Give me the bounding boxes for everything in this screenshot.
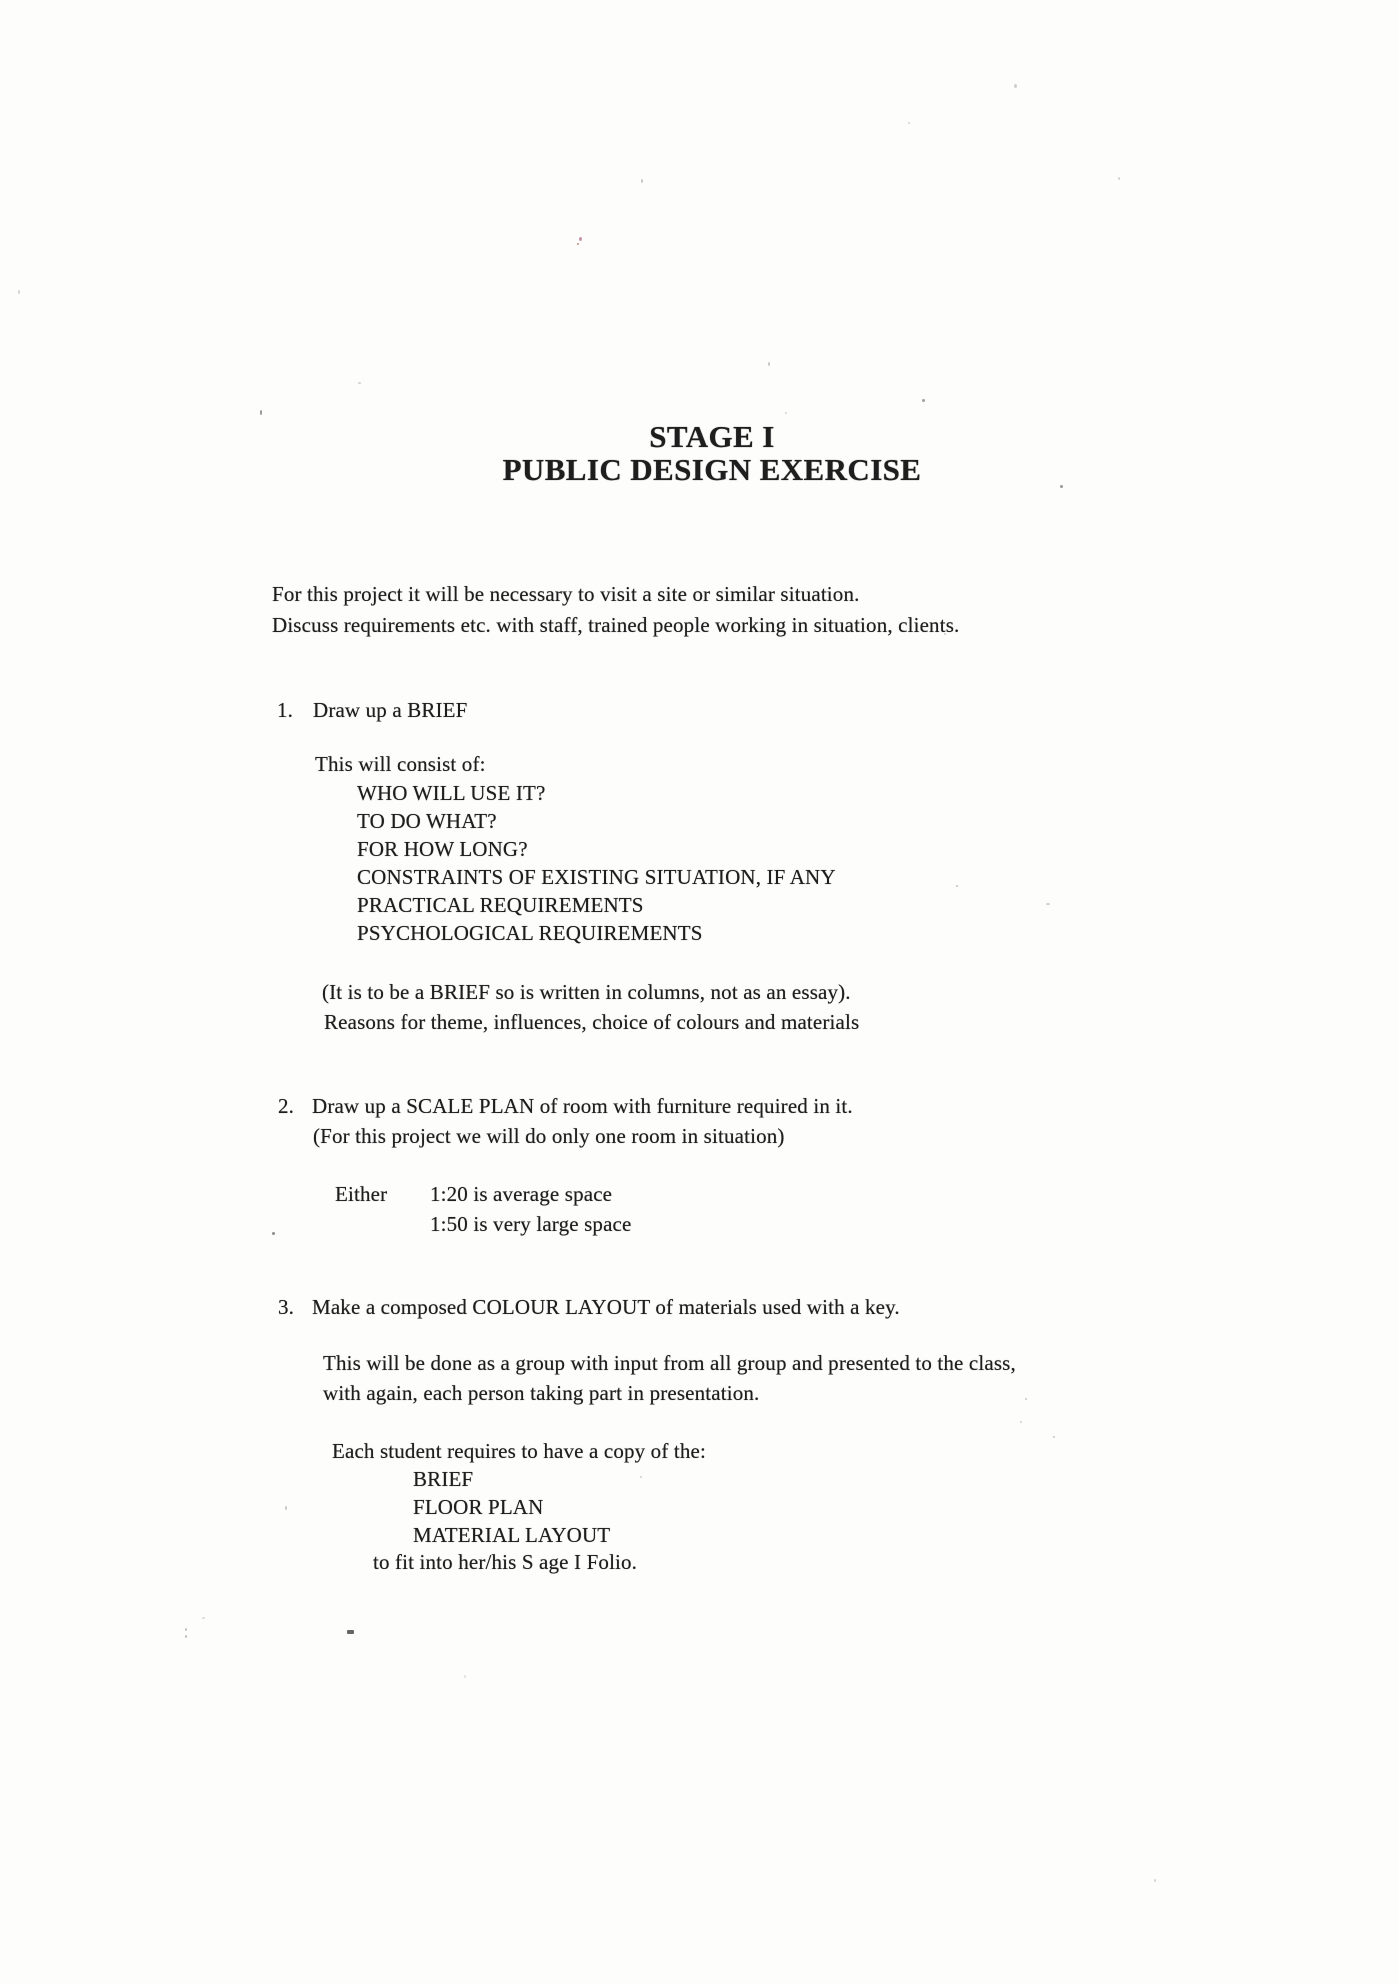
doc-title-line-1: STAGE I bbox=[649, 419, 775, 454]
item-heading: Make a composed COLOUR LAYOUT of materials used with a key. bbox=[312, 1295, 900, 1319]
copy-item: FLOOR PLAN bbox=[413, 1495, 544, 1519]
scan-speck bbox=[1053, 1436, 1055, 1438]
scan-speck bbox=[347, 1630, 354, 1634]
scan-speck bbox=[956, 885, 958, 887]
scan-speck bbox=[577, 243, 579, 245]
brief-question: FOR HOW LONG? bbox=[357, 837, 528, 861]
scan-speck bbox=[908, 122, 910, 124]
scan-speck bbox=[464, 1675, 466, 1678]
doc-title-line-2: PUBLIC DESIGN EXERCISE bbox=[502, 452, 922, 487]
scan-speck bbox=[922, 399, 925, 402]
item-number: 1. bbox=[277, 698, 294, 722]
scan-speck bbox=[1154, 1879, 1156, 1882]
scan-speck bbox=[1020, 1421, 1022, 1423]
copy-item: BRIEF bbox=[413, 1467, 474, 1491]
copy-item: MATERIAL LAYOUT bbox=[413, 1523, 611, 1547]
scan-speck bbox=[785, 412, 787, 414]
paragraph-line: with again, each person taking part in presentation. bbox=[323, 1381, 760, 1405]
item-number: 3. bbox=[278, 1295, 295, 1319]
brief-question: PRACTICAL REQUIREMENTS bbox=[357, 893, 644, 917]
scan-speck bbox=[944, 633, 946, 635]
scan-speck bbox=[1060, 485, 1063, 488]
scan-speck bbox=[641, 179, 643, 183]
scan-speck bbox=[640, 1476, 642, 1478]
brief-question: TO DO WHAT? bbox=[357, 809, 497, 833]
either-label: Either bbox=[335, 1182, 388, 1206]
copy-footer: to fit into her/his S age I Folio. bbox=[373, 1550, 638, 1574]
copy-intro: Each student requires to have a copy of the: bbox=[332, 1439, 706, 1463]
note-line: Reasons for theme, influences, choice of colours and materials bbox=[324, 1010, 860, 1034]
brief-question: WHO WILL USE IT? bbox=[357, 781, 546, 805]
scan-speck bbox=[358, 382, 361, 384]
scan-speck bbox=[185, 1635, 187, 1638]
scan-speck bbox=[1014, 84, 1017, 88]
scan-speck bbox=[285, 1506, 287, 1510]
brief-question: PSYCHOLOGICAL REQUIREMENTS bbox=[357, 921, 703, 945]
scan-speck bbox=[272, 1232, 275, 1235]
scan-speck bbox=[1118, 177, 1120, 180]
scan-speck bbox=[1046, 903, 1050, 905]
scan-speck bbox=[1025, 1398, 1027, 1400]
intro-line: Discuss requirements etc. with staff, trained people working in situation, clients. bbox=[272, 613, 960, 637]
scan-speck bbox=[260, 410, 262, 415]
scan-speck bbox=[185, 1628, 187, 1631]
item-subheading: (For this project we will do only one room in situation) bbox=[313, 1124, 785, 1148]
scan-speck bbox=[202, 1617, 205, 1619]
intro-line: For this project it will be necessary to visit a site or similar situation. bbox=[272, 582, 860, 606]
item-heading: Draw up a SCALE PLAN of room with furniture required in it. bbox=[312, 1094, 853, 1118]
brief-question: CONSTRAINTS OF EXISTING SITUATION, IF ANY bbox=[357, 865, 836, 889]
scale-option: 1:20 is average space bbox=[430, 1182, 613, 1206]
item-heading: Draw up a BRIEF bbox=[313, 698, 468, 722]
scan-speck bbox=[18, 290, 20, 294]
item-number: 2. bbox=[278, 1094, 295, 1118]
scale-option: 1:50 is very large space bbox=[430, 1212, 632, 1236]
scan-speck bbox=[579, 237, 582, 241]
note-line: (It is to be a BRIEF so is written in columns, not as an essay). bbox=[322, 980, 851, 1004]
scan-speck bbox=[768, 362, 770, 366]
consist-intro: This will consist of: bbox=[315, 752, 486, 776]
paragraph-line: This will be done as a group with input from all group and presented to the class, bbox=[323, 1351, 1016, 1375]
